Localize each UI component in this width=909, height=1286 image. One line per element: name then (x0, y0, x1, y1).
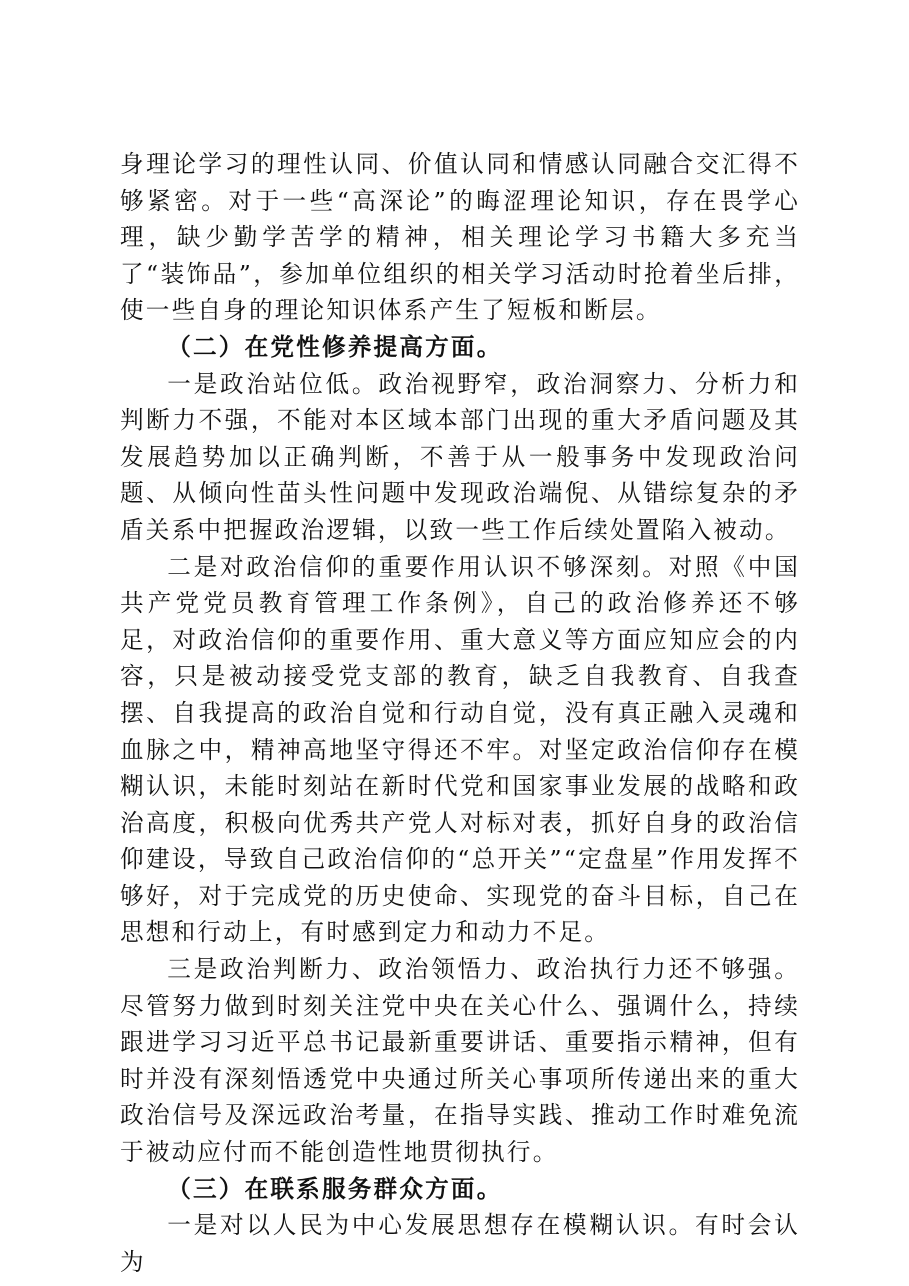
paragraph-political-judgment: 三是政治判断力、政治领悟力、政治执行力还不够强。尽管努力做到时刻关注党中央在关心什么、强调什么，持续跟进学习习近平总书记最新重要讲话、重要指示精神，但有时并没有深刻悟透党中央通过所关心事项所传递出来的重大政治信号及深远政治考量，在指导实践、推动工作时难免流于被动应付而不能创造性地贯彻执行。 (120, 955, 800, 1167)
paragraph-political-standing: 一是政治站位低。政治视野窄，政治洞察力、分析力和判断力不强，不能对本区域本部门出现的重大矛盾问题及其发展趋势加以正确判断，不善于从一般事务中发现政治问题、从倾向性苗头性问题中发现政治端倪、从错综复杂的矛盾关系中把握政治逻辑，以致一些工作后续处置陷入被动。 (120, 369, 800, 544)
paragraph-continuation: 身理论学习的理性认同、价值认同和情感认同融合交汇得不够紧密。对于一些“高深论”的晦涩理论知识，存在畏学心理，缺少勤学苦学的精神，相关理论学习书籍大多充当了“装饰品”，参加单位组织的相关学习活动时抢着坐后排，使一些自身的理论知识体系产生了短板和断层。 (120, 150, 800, 325)
section-heading-3: （三）在联系服务群众方面。 (167, 1174, 503, 1203)
paragraph-people-centered: 一是对以人民为中心发展思想存在模糊认识。有时会认为 (120, 1211, 800, 1276)
section-heading-2: （二）在党性修养提高方面。 (167, 332, 503, 361)
document-body (120, 146, 800, 1280)
paragraph-political-belief: 二是对政治信仰的重要作用认识不够深刻。对照《中国共产党党员教育管理工作条例》，自己的政治修养还不够足，对政治信仰的重要作用、重大意义等方面应知应会的内容，只是被动接受党支部的教育，缺乏自我教育、自我查摆、自我提高的政治自觉和行动自觉，没有真正融入灵魂和血脉之中，精神高地坚守得还不牢。对坚定政治信仰存在模糊认识，未能时刻站在新时代党和国家事业发展的战略和政治高度，积极向优秀共产党人对标对表，抓好自身的政治信仰建设，导致自己政治信仰的“总开关”“定盘星”作用发挥不够好，对于完成党的历史使命、实现党的奋斗目标，自己在思想和行动上，有时感到定力和动力不足。 (120, 552, 800, 947)
